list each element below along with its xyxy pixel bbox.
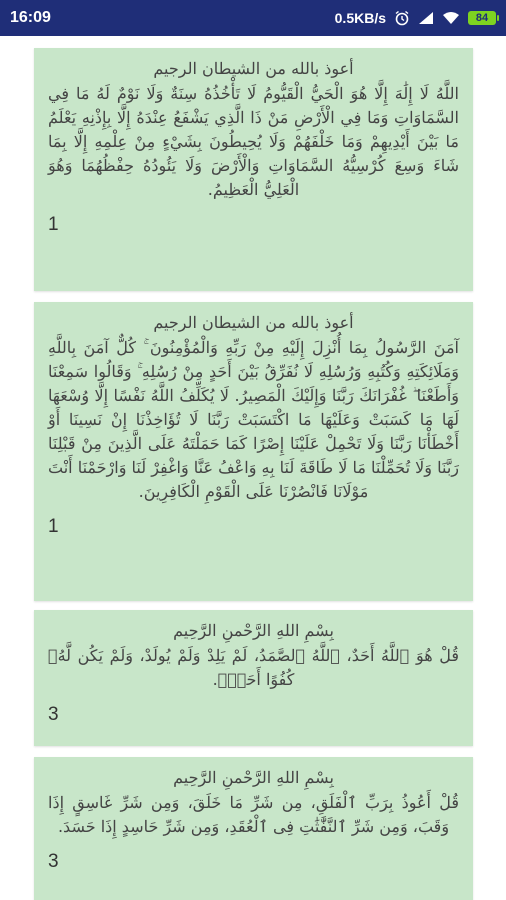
- network-speed: 0.5KB/s: [334, 10, 386, 26]
- status-bar: [0, 0, 506, 36]
- card-text: قُلْ هُوَ ٱللَّهُ أَحَدٌ، ٱللَّهُ ٱلصَّمَدُ، لَمْ يَلِدْ وَلَمْ يُولَدْ، وَلَمْ يَكُن لَّهُۥ كُفُوًا أَحَدٌۢ.: [48, 646, 459, 689]
- dhikr-card[interactable]: [34, 48, 473, 291]
- signal-icon: [418, 11, 434, 25]
- repeat-count: 1: [48, 214, 59, 235]
- card-text: اللَّهُ لَا إِلَٰهَ إِلَّا هُوَ الْحَيُّ الْقَيُّومُ لَا تَأْخُذُهُ سِنَةٌ وَلَا نَوْمٌ لَهُ مَا فِي السَّمَاوَاتِ وَمَا فِي الْأَرْضِ مَنْ ذَا الَّذِي يَشْفَعُ عِنْدَهُ إِلَّا بِإِذْنِهِ يَعْلَمُ مَا بَيْنَ أَيْدِيهِمْ وَمَا خَلْفَهُمْ وَلَا يُحِيطُونَ بِشَيْءٍ مِنْ عِلْمِهِ إِلَّا بِمَا شَاءَ وَسِعَ كُرْسِيُّهُ السَّمَاوَاتِ وَالْأَرْضَ وَلَا يَئُودُهُ حِفْظُهُمَا وَهُوَ الْعَلِيُّ الْعَظِيمُ.: [48, 84, 460, 199]
- card-title: بِسْمِ اللهِ الرَّحْمنِ الرَّحِيم: [173, 621, 334, 640]
- repeat-count: 1: [48, 516, 59, 537]
- dhikr-list[interactable]: [0, 36, 506, 900]
- alarm-icon: [394, 10, 410, 26]
- card-title: بِسْمِ اللهِ الرَّحْمنِ الرَّحِيم: [173, 768, 334, 787]
- dhikr-card[interactable]: [34, 610, 473, 746]
- card-text: آمَنَ الرَّسُولُ بِمَا أُنْزِلَ إِلَيْهِ مِنْ رَبِّهِ وَالْمُؤْمِنُونَ ۚ كُلٌّ آمَنَ بِاللَّهِ وَمَلَائِكَتِهِ وَكُتُبِهِ وَرُسُلِهِ لَا نُفَرِّقُ بَيْنَ أَحَدٍ مِنْ رُسُلِهِ ۚ وَقَالُوا سَمِعْنَا وَأَطَعْنَا ۖ غُفْرَانَكَ رَبَّنَا وَإِلَيْكَ الْمَصِيرُ. لَا يُكَلِّفُ اللَّهُ نَفْسًا إِلَّا وُسْعَهَا لَهَا مَا كَسَبَتْ وَعَلَيْهَا مَا اكْتَسَبَتْ رَبَّنَا لَا تُؤَاخِذْنَا إِنْ نَسِينَا أَوْ أَخْطَأْنَا رَبَّنَا وَلَا تَحْمِلْ عَلَيْنَا إِصْرًا كَمَا حَمَلْتَهُ عَلَى الَّذِينَ مِنْ قَبْلِنَا رَبَّنَا وَلَا تُحَمِّلْنَا مَا لَا طَاقَةَ لَنَا بِهِ وَاعْفُ عَنَّا وَاغْفِرْ لَنَا وَارْحَمْنَا أَنْتَ مَوْلَانَا فَانْصُرْنَا عَلَى الْقَوْمِ الْكَافِرِينَ.: [48, 338, 459, 501]
- status-indicators: [335, 10, 496, 26]
- wifi-icon: [442, 11, 460, 25]
- repeat-count: 3: [48, 704, 59, 725]
- card-title: أعوذ بالله من الشيطان الرجيم: [153, 313, 354, 332]
- card-title: أعوذ بالله من الشيطان الرجيم: [153, 59, 354, 78]
- dhikr-card[interactable]: [34, 757, 473, 900]
- card-text: قُلْ أَعُوذُ بِرَبِّ ٱلْفَلَقِ، مِن شَرِّ مَا خَلَقَ، وَمِن شَرِّ غَاسِقٍ إِذَا وَقَبَ، وَمِن شَرِّ ٱلنَّفَّٰثَٰتِ فِى ٱلْعُقَدِ، وَمِن شَرِّ حَاسِدٍ إِذَا حَسَدَ.: [48, 793, 459, 836]
- dhikr-card[interactable]: [34, 302, 473, 601]
- repeat-count: 3: [48, 851, 59, 872]
- status-time: 16:09: [10, 9, 51, 26]
- battery-icon: 84: [468, 11, 496, 25]
